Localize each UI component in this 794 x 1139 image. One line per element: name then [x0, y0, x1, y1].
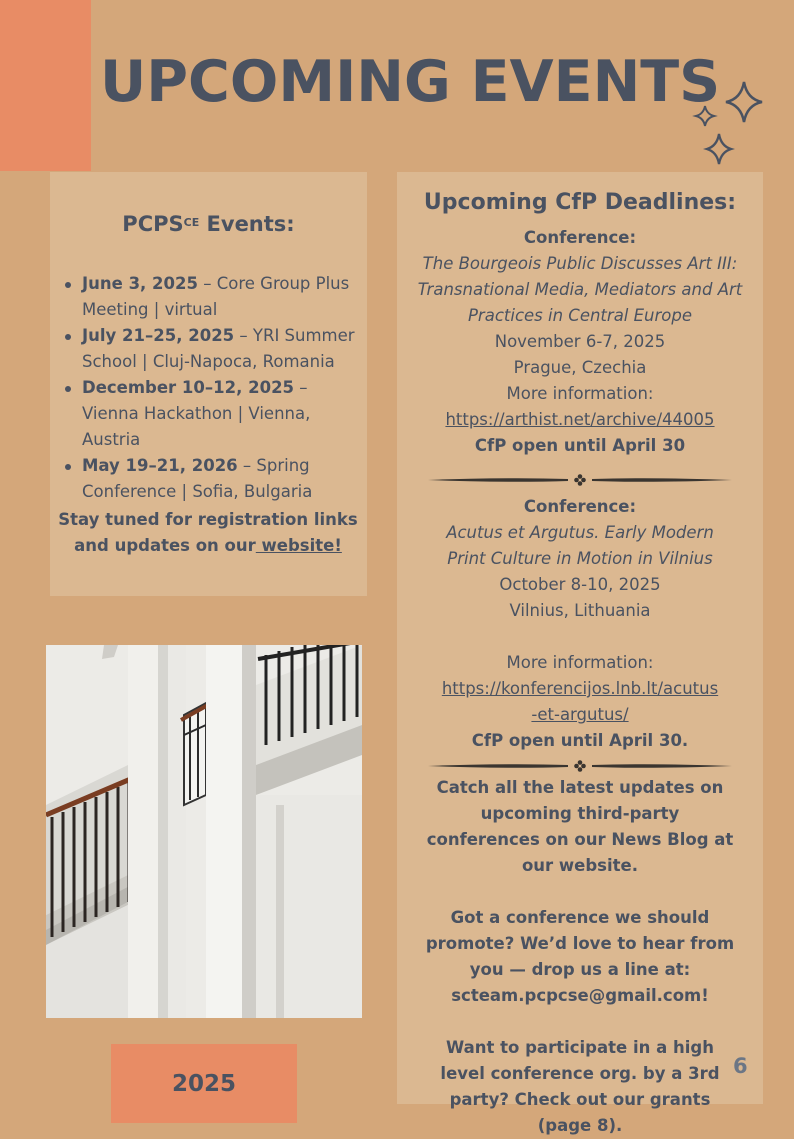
fleuron-divider-icon — [428, 474, 732, 486]
more-info-label: More information: — [506, 384, 654, 403]
year-badge: 2025 — [111, 1044, 297, 1123]
conference-name: The Bourgeois Public Discusses Art III: Transnational Media, Mediators and Art Practices in Central Europe — [417, 254, 743, 325]
staircase-photo — [46, 645, 362, 1018]
event-date: June 3, 2025 — [82, 274, 198, 293]
event-text: – YRI Summer School | Cluj-Napoca, Romania — [82, 326, 355, 371]
stay-tuned-label: Stay tuned for registration links and updates on our — [58, 510, 358, 555]
news-blog-text: Catch all the latest updates on upcoming third-party conferences on our News Blog at our website. — [426, 778, 734, 875]
event-date: December 10–12, 2025 — [82, 378, 295, 397]
page-number: 6 — [733, 1054, 748, 1078]
event-text: – Vienna Hackathon | Vienna, Austria — [82, 378, 311, 449]
conference-dates: November 6-7, 2025 — [494, 332, 666, 351]
conference-link-line-2[interactable]: -et-argutus/ — [531, 705, 629, 724]
corner-accent-block — [0, 0, 91, 171]
conference-label: Conference: — [523, 497, 637, 516]
promote-text: Got a conference we should promote? We’d love to hear from you — drop us a line at: scteam.pcpcse@gmail.com! — [425, 908, 735, 1005]
conference-place: Vilnius, Lithuania — [509, 601, 651, 620]
cfp-heading: Upcoming CfP Deadlines: — [423, 190, 737, 215]
event-date: July 21–25, 2025 — [82, 326, 235, 345]
list-item — [82, 271, 364, 323]
conference-link[interactable]: https://arthist.net/archive/44005 — [445, 410, 715, 429]
events-heading-suffix: Events: — [199, 212, 295, 236]
event-text: – Core Group Plus Meeting | virtual — [82, 274, 350, 319]
conference-link-line-1[interactable]: https://konferencijos.lnb.lt/acutus — [441, 679, 719, 698]
website-link[interactable]: website! — [255, 536, 342, 555]
list-item — [82, 323, 364, 375]
list-item — [82, 375, 364, 453]
conference-label: Conference: — [523, 228, 637, 247]
sparkle-stars-icon — [690, 76, 770, 171]
conference-1 — [410, 225, 750, 459]
stay-tuned-text — [55, 507, 361, 559]
conference-place: Prague, Czechia — [513, 358, 647, 377]
conference-2 — [410, 494, 750, 754]
events-heading-superscript: CE — [183, 216, 200, 229]
events-heading — [50, 212, 367, 236]
event-date: May 19–21, 2026 — [82, 456, 238, 475]
grants-text: Want to participate in a high level conference org. by a 3rd party? Check out our grants (page 8). — [440, 1038, 720, 1135]
cfp-deadline: CfP open until April 30. — [471, 731, 689, 750]
more-info-label: More information: — [506, 653, 654, 672]
page-title: UPCOMING EVENTS — [100, 49, 721, 115]
staircase-photo-image — [46, 645, 362, 1018]
event-text: – Spring Conference | Sofia, Bulgaria — [82, 456, 313, 501]
events-list — [80, 271, 364, 505]
conference-name: Acutus et Argutus. Early Modern Print Culture in Motion in Vilnius — [446, 523, 714, 568]
list-item — [82, 453, 364, 505]
conference-dates: October 8-10, 2025 — [499, 575, 661, 594]
closing-notes — [410, 775, 750, 1139]
cfp-deadline: CfP open until April 30 — [474, 436, 686, 455]
events-heading-main: PCPS — [122, 212, 184, 236]
fleuron-divider-icon — [428, 760, 732, 772]
